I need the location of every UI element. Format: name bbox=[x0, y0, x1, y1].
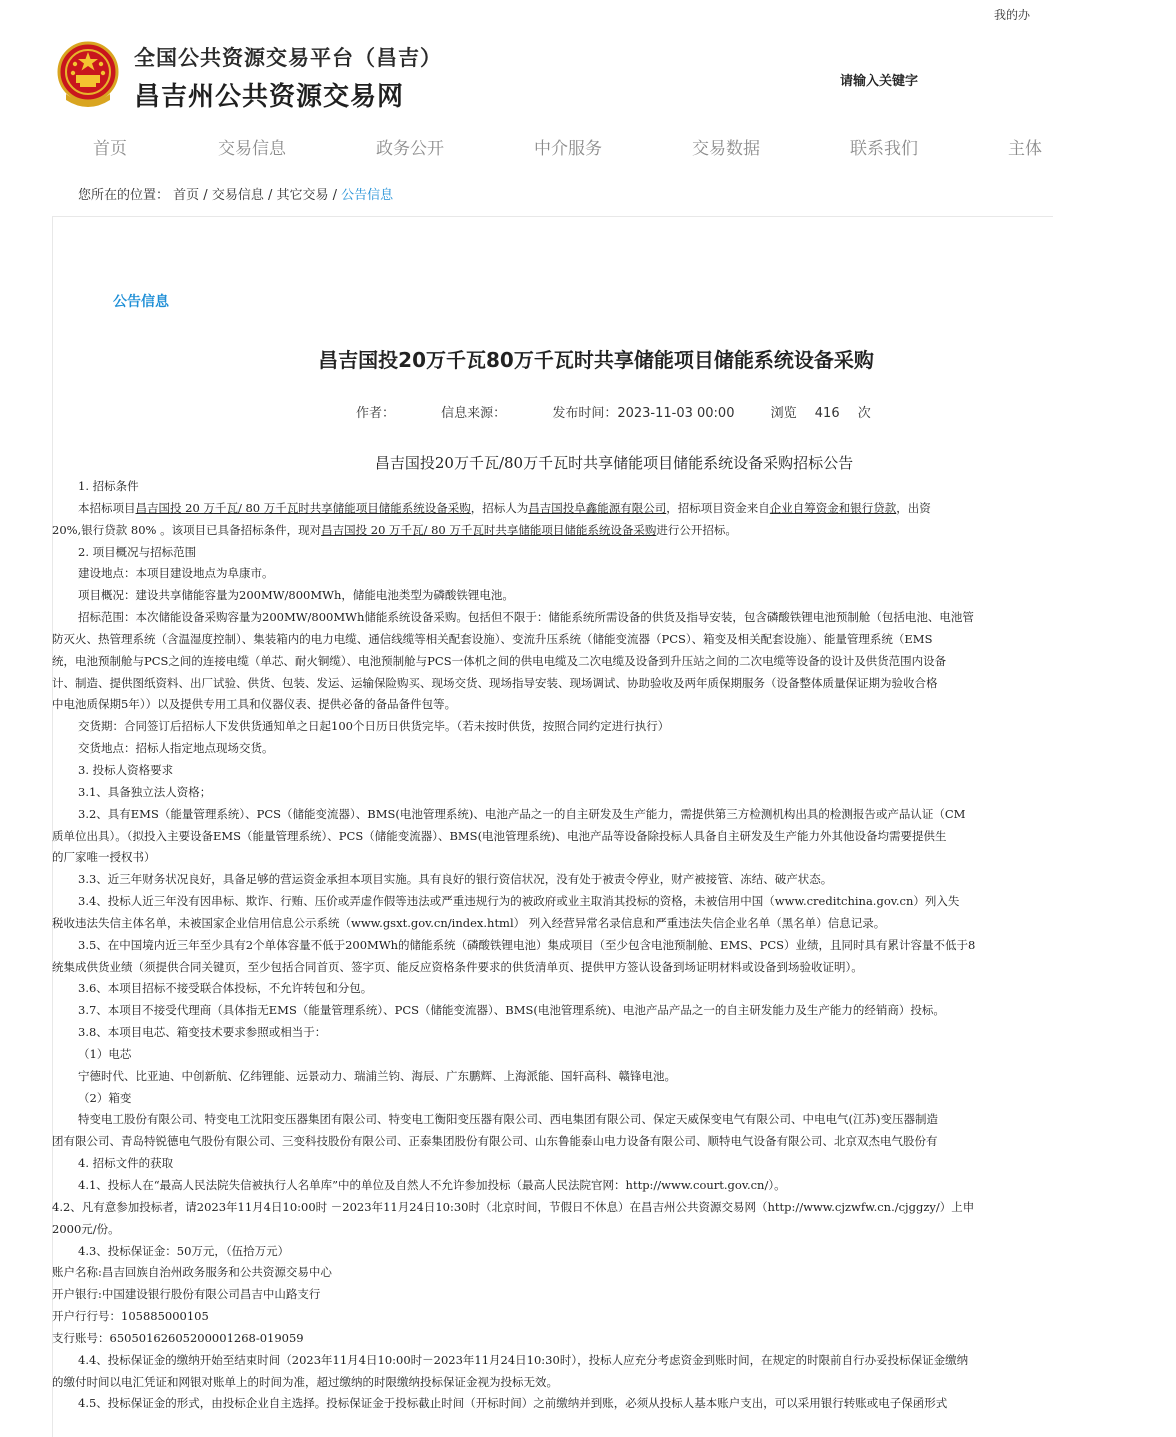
site-title-line2: 昌吉州公共资源交易网 bbox=[134, 82, 405, 112]
body-line: 4.3、投标保证金：50万元，（伍拾万元） bbox=[78, 1243, 290, 1258]
body-line: 1. 招标条件 bbox=[78, 479, 139, 493]
article-subtitle: 昌吉国投20万千瓦/80万千瓦时共享储能项目储能系统设备采购招标公告 bbox=[374, 454, 854, 472]
nav-item-agency[interactable]: 中介服务 bbox=[534, 139, 602, 159]
article-body bbox=[52, 476, 1030, 1416]
body-line: 2000元/份。 bbox=[52, 1221, 120, 1236]
nav-item-gov-affairs[interactable]: 政务公开 bbox=[376, 139, 444, 159]
nav-item-trade-data[interactable]: 交易数据 bbox=[692, 139, 760, 159]
national-emblem-icon bbox=[56, 40, 120, 110]
tenderer-name: 昌吉国投阜鑫能源有限公司 bbox=[528, 500, 667, 515]
site-header bbox=[52, 38, 1030, 118]
body-line: 交货期：合同签订后招标人下发供货通知单之日起100个日历日供货完毕。（若未按时供货，按照合同约定进行执行） bbox=[78, 719, 670, 734]
views-label: 浏览 bbox=[770, 406, 797, 421]
section-label: 公告信息 bbox=[113, 294, 169, 310]
nav-item-home[interactable]: 首页 bbox=[93, 139, 127, 159]
page-title: 昌吉国投20万千瓦80万千瓦时共享储能项目储能系统设备采购 bbox=[318, 348, 874, 372]
views-unit: 次 bbox=[857, 406, 871, 421]
breadcrumb: 您所在的位置： 首页 / 交易信息 / 其它交易 / 公告信息 bbox=[78, 188, 394, 203]
author-label: 作者： bbox=[356, 406, 396, 421]
top-link[interactable]: 我的办 bbox=[993, 8, 1030, 22]
body-line: 宁德时代、比亚迪、中创新航、亿纬锂能、远景动力、瑞浦兰钧、海辰、广东鹏辉、上海派能、国轩高科、赣锋电池。 bbox=[78, 1068, 676, 1083]
date-label: 发布时间： bbox=[552, 406, 618, 421]
body-line: 税收违法失信主体名单，未被国家企业信用信息公示系统（www.gsxt.gov.cn/index.html） 列入经营异常名录信息和严重违法失信企业名单（黑名单）信息记录。 bbox=[52, 915, 886, 930]
body-line: 统，电池预制舱与PCS之间的连接电缆（单芯、耐火铜缆）、电池预制舱与PCS一体机之间的供电电缆及二次电缆及设备到升压站之间的二次电缆等设备的设计及供货范围内设备 bbox=[52, 653, 947, 668]
body-line: 4.5、投标保证金的形式，由投标企业自主选择。投标保证金于投标截止时间（开标时间）之前缴纳并到账，必须从投标人基本账户支出，可以采用银行转账或电子保函形式 bbox=[78, 1396, 948, 1411]
funding-source: 企业自筹资金和银行贷款 bbox=[769, 500, 897, 515]
body-line: 账户名称:昌吉回族自治州政务服务和公共资源交易中心 bbox=[52, 1265, 332, 1280]
site-title-line1: 全国公共资源交易平台（昌吉） bbox=[134, 46, 442, 70]
nav-item-entity[interactable]: 主体 bbox=[1008, 139, 1042, 159]
body-line: 3.4、投标人近三年没有因串标、欺诈、行贿、压价或弄虚作假等违法或严重违规行为的被政府或业主取消其投标的资格，未被信用中国（www.creditchina.gov.cn）列入失 bbox=[78, 894, 960, 909]
body-line: （1）电芯 bbox=[78, 1046, 132, 1061]
source-label: 信息来源： bbox=[441, 406, 507, 421]
project-name-link: 昌吉国投 20 万千瓦/ 80 万千瓦时共享储能项目储能系统设备采购 bbox=[321, 522, 657, 537]
body-line: 4.2、凡有意参加投标者，请2023年11月4日10:00时 －2023年11月24日10:30时（北京时间，节假日不休息）在昌吉州公共资源交易网（http://www.cjzwfw.cn./cjggzy/）上申 bbox=[52, 1199, 975, 1214]
body-line: 开户银行:中国建设银行股份有限公司昌吉中山路支行 bbox=[52, 1287, 321, 1302]
search-input[interactable]: 请输入关键字 bbox=[840, 74, 919, 89]
body-line: 3.8、本项目电芯、箱变技术要求参照或相当于： bbox=[78, 1025, 327, 1040]
body-line: （2）箱变 bbox=[78, 1090, 132, 1105]
body-line: 4.1、投标人在“最高人民法院失信被执行人名单库”中的单位及自然人不允许参加投标（最高人民法院官网：http://www.court.gov.cn/）。 bbox=[78, 1178, 786, 1192]
body-line: 统集成供货业绩（须提供合同关键页，至少包括合同首页、签字页、能反应资格条件要求的供货清单页、提供甲方签认设备到场证明材料或设备到场验收证明）。 bbox=[52, 959, 863, 974]
breadcrumb-home[interactable]: 首页 bbox=[173, 188, 200, 203]
breadcrumb-current: 公告信息 bbox=[341, 188, 394, 203]
body-line: 中电池质保期5年））以及提供专用工具和仪器仪表、提供必备的备品备件包等。 bbox=[52, 697, 457, 712]
body-line: 2. 项目概况与招标范围 bbox=[78, 544, 197, 559]
body-line: 计、制造、提供图纸资料、出厂试验、供货、包装、发运、运输保险购买、现场交货、现场指导安装、现场调试、协助验收及两年质保期服务（设备整体质量保证期为验收合格 bbox=[52, 675, 938, 690]
body-line: 交货地点：招标人指定地点现场交货。 bbox=[78, 741, 274, 756]
body-line: 建设地点：本项目建设地点为阜康市。 bbox=[78, 566, 274, 581]
body-line: 3.2、具有EMS（能量管理系统）、PCS（储能变流器）、BMS(电池管理系统)、电池产品之一的自主研发及生产能力，需提供第三方检测机构出具的检测报告或产品认证（CM bbox=[78, 806, 966, 821]
body-line: 本招标项目昌吉国投 20 万千瓦/ 80 万千瓦时共享储能项目储能系统设备采购，招标人为昌吉国投阜鑫能源有限公司，招标项目资金来自企业自筹资金和银行贷款，出资 bbox=[78, 500, 931, 515]
body-line: 20%,银行贷款 80% 。该项目已具备招标条件，现对昌吉国投 20 万千瓦/ 80 万千瓦时共享储能项目储能系统设备采购进行公开招标。 bbox=[52, 522, 737, 537]
body-line: 防灭火、热管理系统（含温湿度控制）、集装箱内的电力电缆、通信线缆等相关配套设施）、变流升压系统（储能变流器（PCS）、箱变及相关配套设施）、能量管理系统（EMS bbox=[52, 631, 933, 646]
body-line: 4. 招标文件的获取 bbox=[78, 1156, 174, 1171]
body-line: 3. 投标人资格要求 bbox=[78, 762, 174, 777]
breadcrumb-other-trade[interactable]: 其它交易 bbox=[276, 188, 329, 203]
publish-date: 2023-11-03 00:00 bbox=[617, 406, 735, 421]
site-title[interactable] bbox=[134, 42, 442, 113]
body-line: 3.3、近三年财务状况良好，具备足够的营运资金承担本项目实施。具有良好的银行资信状况，没有处于被责令停业，财产被接管、冻结、破产状态。 bbox=[78, 872, 833, 887]
body-line: 招标范围：本次储能设备采购容量为200MW/800MWh储能系统设备采购。包括但不限于：储能系统所需设备的供货及指导安装，包含磷酸铁锂电池预制舱（包括电池、电池管 bbox=[78, 610, 974, 625]
project-name-link: 昌吉国投 20 万千瓦/ 80 万千瓦时共享储能项目储能系统设备采购 bbox=[135, 500, 471, 515]
body-line: 的厂家唯一授权书） bbox=[52, 850, 156, 865]
body-line: 团有限公司、青岛特锐德电气股份有限公司、三变科技股份有限公司、正泰集团股份有限公司、山东鲁能泰山电力设备有限公司、顺特电气设备有限公司、北京双杰电气股份有 bbox=[52, 1134, 938, 1149]
breadcrumb-prefix: 您所在的位置： bbox=[78, 188, 170, 203]
body-line: 3.7、本项目不接受代理商（具体指无EMS（能量管理系统）、PCS（储能变流器）、BMS(电池管理系统)、电池产品产品之一的自主研发能力及生产能力的经销商）投标。 bbox=[78, 1003, 945, 1018]
views-count: 416 bbox=[814, 406, 840, 421]
body-line: 特变电工股份有限公司、特变电工沈阳变压器集团有限公司、特变电工衡阳变压器有限公司、西电集团有限公司、保定天威保变电气有限公司、中电电气(江苏)变压器制造 bbox=[78, 1112, 938, 1127]
nav-item-trade-info[interactable]: 交易信息 bbox=[218, 139, 286, 159]
nav-item-contact[interactable]: 联系我们 bbox=[850, 139, 918, 159]
body-line: 项目概况：建设共享储能容量为200MW/800MWh，储能电池类型为磷酸铁锂电池。 bbox=[78, 588, 514, 603]
breadcrumb-trade-info[interactable]: 交易信息 bbox=[211, 188, 264, 203]
body-line: 3.1、具备独立法人资格； bbox=[78, 784, 212, 799]
body-line: 4.4、投标保证金的缴纳开始至结束时间（2023年11月4日10:00时－2023年11月24日10:30时），投标人应充分考虑资金到账时间，在规定的时限前自行办妥投标保证金缴纳 bbox=[78, 1352, 969, 1367]
body-line: 支行账号：6505016260520000126​8-019059 bbox=[52, 1330, 304, 1345]
body-line: 的缴付时间以电汇凭证和网银对账单上的时间为准，超过缴纳的时限缴纳投标保证金视为投标无效。 bbox=[52, 1374, 558, 1389]
main-nav bbox=[52, 134, 1042, 164]
article-meta bbox=[356, 402, 871, 421]
body-line: 3.6、本项目招标不接受联合体投标，不允许转包和分包。 bbox=[78, 981, 373, 996]
body-line: 3.5、在中国境内近三年至少具有2个单体容量不低于200MWh的储能系统（磷酸铁锂电池）集成项目（至少包含电池预制舱、EMS、PCS）业绩，且同时具有累计容量不低于8 bbox=[78, 937, 976, 952]
body-line: 开户行行号：105885000105 bbox=[52, 1309, 209, 1324]
body-line: 质单位出具）。（拟投入主要设备EMS（能量管理系统）、PCS（储能变流器）、BMS(电池管理系统)、电池产品等设备除投标人具备自主研发及生产能力外其他设备均需要提供生 bbox=[52, 828, 947, 843]
